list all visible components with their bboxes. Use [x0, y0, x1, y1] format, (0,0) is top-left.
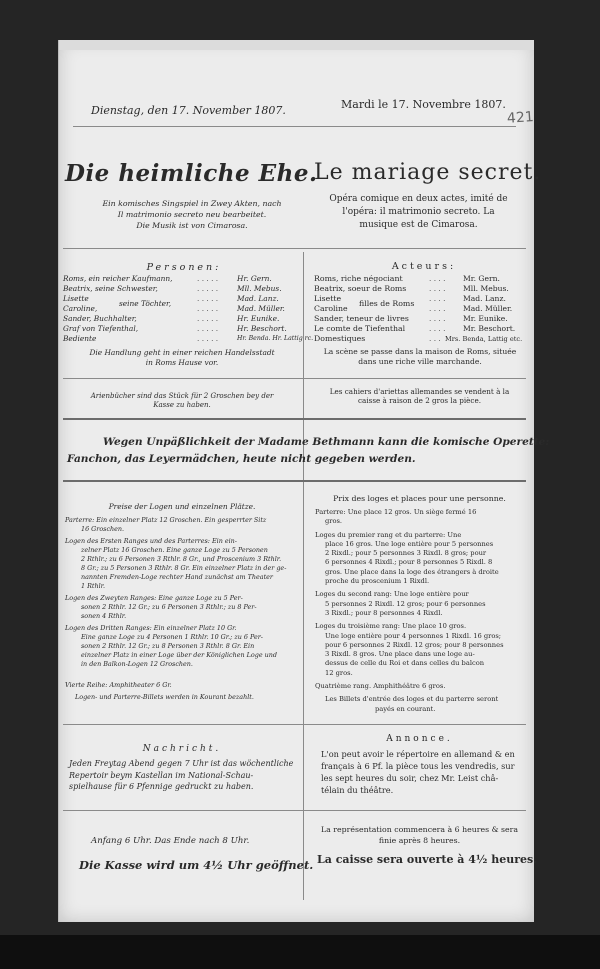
- cast-actor: Mad. Müller.: [463, 304, 513, 313]
- french-prices: [315, 508, 504, 714]
- setting-line: Die Handlung geht in einer reichen Handelsstadt: [89, 348, 275, 357]
- price-line: pour 6 personnes 2 Rixdl. 12 gros; pour 8 personnes: [325, 640, 504, 649]
- french-prices-heading: Prix des loges et places pour une personne.: [333, 494, 506, 503]
- french-cast-actors: [445, 274, 523, 344]
- playbill-sheet: [58, 40, 550, 922]
- price-line: 12 gros.: [325, 668, 353, 677]
- note-line: Arienbücher sind das Stück für 2 Groschen bey der: [90, 392, 274, 400]
- cast-actor: Mad. Müller.: [237, 304, 285, 313]
- price-line: gros.: [325, 517, 343, 526]
- price-line: Logen- und Parterre-Billets werden in Kourant bezahlt.: [75, 693, 254, 701]
- cast-actor: Hr. Benda. Hr. Lattig rc.: [237, 335, 314, 342]
- cast-role: Caroline,: [63, 304, 98, 313]
- french-daughters-label: filles de Roms: [359, 299, 415, 308]
- german-box-office: Die Kasse wird um 4½ Uhr geöffnet.: [79, 858, 314, 872]
- cast-bottom-rule: [63, 378, 526, 379]
- nachricht-line: spielhause für 6 Pfennige gedruckt zu haben.: [69, 782, 254, 791]
- price-line: 3 Rixdl.; pour 8 personnes 4 Rixdl.: [325, 608, 443, 617]
- cast-actor: Mad. Lanz.: [463, 294, 506, 303]
- announcement-bottom-rule: [63, 480, 526, 482]
- price-line: 2 Rixdl.; pour 5 personnes 3 Rixdl. 8 gros; pour: [325, 549, 487, 558]
- price-line: sonen 4 Rthlr.: [81, 612, 127, 620]
- price-line: Vierte Reihe: Amphitheater 6 Gr.: [65, 681, 172, 689]
- german-nachricht-heading: Nachricht.: [142, 744, 222, 754]
- note-line: Les cahiers d'ariettas allemandes se vendent à la: [329, 387, 510, 396]
- price-line: Les Billets d'entrée des loges et du parterre seront: [325, 695, 499, 704]
- scan-bottom-strip: [0, 935, 600, 969]
- french-setting: [309, 347, 531, 367]
- price-line: Eine ganze Loge zu 4 Personen 1 Rthlr. 10 Gr.; zu 6 Per-: [81, 633, 263, 641]
- cast-actor: Mll. Mebus.: [463, 284, 509, 293]
- announcement-line: Wegen Unpäßlichkeit der Madame Bethmann kann die komische Operette:: [103, 436, 550, 448]
- french-box-office: La caisse sera ouverte à 4½ heures.: [317, 853, 538, 866]
- price-line: payés en courant.: [375, 704, 436, 713]
- price-line: zelner Platz 16 Groschen. Eine ganze Loge zu 5 Personen: [81, 546, 268, 554]
- price-line: 2 Rthlr.; zu 6 Personen 3 Rthlr. 8 Gr., und Proscenium 3 Rthlr.: [81, 555, 282, 563]
- french-start-end: [307, 824, 532, 846]
- cast-role: Le comte de Tiefenthal: [314, 324, 406, 333]
- nachricht-line: Jeden Freytag Abend gegen 7 Uhr ist das wöchentliche: [69, 759, 294, 768]
- price-line: nannten Fremden-Loge rechter Hand zunächst am Theater: [81, 573, 273, 581]
- setting-line: La scène se passe dans la maison de Roms, située: [323, 347, 517, 356]
- german-cast-leaders: . . . . . . . . . . . . . . . . . . . . . . . . . . . . . . . . . . .: [197, 274, 219, 343]
- french-textbook-note: [307, 388, 532, 406]
- cast-role: Lisette: [63, 294, 89, 303]
- price-line: Parterre: Ein einzelner Platz 12 Groschen. Ein gesperrter Sitz: [65, 516, 267, 524]
- nachricht-line: Repertoir beym Kastellan im National-Schau-: [69, 770, 254, 780]
- price-line: proche du proscenium 1 Rixdl.: [325, 577, 430, 586]
- german-setting: [63, 348, 301, 368]
- notice-bottom-rule: [63, 810, 526, 811]
- start-end-line: La représentation commencera à 6 heures & sera: [321, 825, 518, 834]
- header-rule: [73, 126, 516, 127]
- cast-role: Bediente: [63, 334, 97, 343]
- start-end-line: finie après 8 heures.: [378, 836, 461, 845]
- cast-role: Domestiques: [314, 334, 366, 343]
- german-title: Die heimliche Ehe.: [65, 160, 318, 187]
- price-line: 3 Rixdl. 8 gros. Une place dans une loge au-: [325, 650, 475, 659]
- french-annonce-heading: Annonce.: [386, 734, 453, 744]
- price-line: 8 Gr.; zu 5 Personen 3 Rthlr. 8 Gr. Ein einzelner Platz in der ge-: [81, 564, 287, 572]
- french-cast-leaders: . . . . . . . . . . . . . . . . . . . . . . . . . . .: [429, 274, 446, 343]
- french-date: Mardi le 17. Novembre 1807.: [341, 98, 506, 111]
- price-line: Une loge entière pour 4 personnes 1 Rixdl. 16 gros;: [325, 631, 502, 640]
- german-cast-roles: [63, 274, 173, 344]
- price-line: Loges du troisième rang: Une place 10 gros.: [315, 622, 467, 631]
- cast-role: Sander, Buchhalter,: [63, 314, 137, 323]
- cast-role: Lisette: [314, 294, 342, 303]
- price-line: dessus de celle du Roi et dans celles du balcon: [325, 659, 485, 668]
- note-line: caisse à raison de 2 gros la pièce.: [358, 395, 481, 405]
- setting-line: dans une riche ville marchande.: [358, 357, 482, 366]
- column-divider-lower: [303, 470, 304, 900]
- german-date: Dienstag, den 17. November 1807.: [91, 104, 286, 117]
- cast-role: Beatrix, soeur de Roms: [314, 284, 407, 293]
- archive-number: 421: [506, 109, 535, 127]
- price-line: 16 Groschen.: [81, 525, 125, 533]
- price-line: einzelner Platz in einer Loge über der Königlichen Loge und: [81, 651, 278, 659]
- cast-role: Beatrix, seine Schwester,: [63, 284, 158, 293]
- annonce-line: télain du théâtre.: [321, 785, 394, 795]
- french-subtitle: [311, 193, 526, 232]
- note-line: Kasse zu haben.: [153, 400, 211, 409]
- cast-role: Roms, riche négociant: [314, 274, 403, 283]
- price-line: gros. Une place dans la loge des étrangers à droite: [325, 567, 499, 576]
- french-title: Le mariage secret.: [314, 160, 542, 185]
- cast-top-rule: [63, 248, 526, 249]
- german-subtitle-line: Ein komisches Singspiel in Zwey Akten, nach: [102, 199, 282, 208]
- french-annonce: [321, 748, 515, 796]
- annonce-line: les sept heures du soir, chez Mr. Leist châ-: [321, 773, 499, 783]
- french-cast-heading: Acteurs:: [391, 261, 457, 272]
- german-cast-actors: [237, 274, 313, 344]
- price-line: in den Balkon-Logen 12 Groschen.: [81, 660, 193, 668]
- cast-actor: Mr. Beschort.: [463, 324, 516, 333]
- announcement: [67, 434, 550, 468]
- german-subtitle: [77, 198, 307, 231]
- price-line: 6 personnes 4 Rixdl.; pour 8 personnes 5 Rixdl. 8: [325, 558, 493, 567]
- price-line: Logen des Ersten Ranges und des Parterres: Ein ein-: [65, 537, 237, 545]
- announcement-line: Fanchon, das Leyermädchen, heute nicht gegeben werden.: [67, 453, 416, 465]
- price-line: sonen 2 Rthlr. 12 Gr.; zu 6 Personen 3 Rthlr.; zu 8 Per-: [81, 603, 257, 611]
- german-prices-heading: Preise der Logen und einzelnen Plätze.: [108, 502, 256, 511]
- cast-role: Caroline: [314, 304, 348, 313]
- cast-actor: Hr. Beschort.: [237, 324, 287, 333]
- german-subtitle-line: Il matrimonio secreto neu bearbeitet.: [117, 210, 267, 219]
- german-daughters-label: seine Töchter,: [119, 299, 172, 308]
- price-line: Loges du second rang: Une loge entière pour: [315, 590, 469, 599]
- setting-line: in Roms Hause vor.: [145, 358, 219, 367]
- cast-actor: Mr. Gern.: [463, 274, 500, 283]
- german-prices: [65, 516, 286, 702]
- price-line: sonen 2 Rthlr. 12 Gr.; zu 8 Personen 3 Rthlr. 8 Gr. Ein: [81, 642, 255, 650]
- german-subtitle-line: Die Musik ist von Cimarosa.: [136, 221, 248, 230]
- cast-actor: Mr. Eunike.: [463, 314, 508, 323]
- french-subtitle-line: Opéra comique en deux actes, imité de: [329, 194, 508, 204]
- cast-actor: Mad. Lanz.: [237, 294, 279, 303]
- price-line: place 16 gros. Une loge entière pour 5 personnes: [325, 539, 494, 548]
- cast-actor: Mll. Mebus.: [237, 284, 282, 293]
- cast-role: Graf von Tiefenthal,: [63, 324, 139, 333]
- french-cast-roles: [314, 274, 409, 344]
- cast-role: Sander, teneur de livres: [314, 314, 409, 323]
- annonce-line: français à 6 Pf. la pièce tous les vendredis, sur: [321, 761, 515, 771]
- annonce-line: L'on peut avoir le répertoire en allemand & en: [321, 749, 515, 759]
- cast-actor: Mrs. Benda, Lattig etc.: [445, 335, 523, 343]
- cast-actor: Hr. Eunike.: [237, 314, 280, 323]
- french-subtitle-line: musique est de Cimarosa.: [359, 220, 478, 230]
- german-textbook-note: [63, 392, 301, 410]
- german-nachricht: [69, 758, 293, 793]
- cast-actor: Hr. Gern.: [237, 274, 272, 283]
- price-line: Loges du premier rang et du parterre: Une: [315, 530, 462, 539]
- prices-bottom-rule: [63, 724, 526, 725]
- german-cast-heading: Personen:: [146, 262, 222, 273]
- price-line: 1 Rthlr.: [81, 582, 106, 590]
- price-line: Quatrième rang. Amphithéâtre 6 gros.: [315, 682, 446, 691]
- price-line: Logen des Dritten Ranges: Ein einzelner Platz 10 Gr.: [65, 624, 237, 632]
- french-subtitle-line: l'opéra: il matrimonio secreto. La: [342, 207, 495, 217]
- announcement-top-rule: [63, 418, 526, 420]
- price-line: 5 personnes 2 Rixdl. 12 gros; pour 6 personnes: [325, 599, 486, 608]
- cast-role: Roms, ein reicher Kaufmann,: [63, 274, 173, 283]
- german-start-end: Anfang 6 Uhr. Das Ende nach 8 Uhr.: [91, 836, 250, 846]
- price-line: Parterre: Une place 12 gros. Un siège fermé 16: [315, 508, 477, 516]
- price-line: Logen des Zweyten Ranges: Eine ganze Loge zu 5 Per-: [65, 594, 243, 602]
